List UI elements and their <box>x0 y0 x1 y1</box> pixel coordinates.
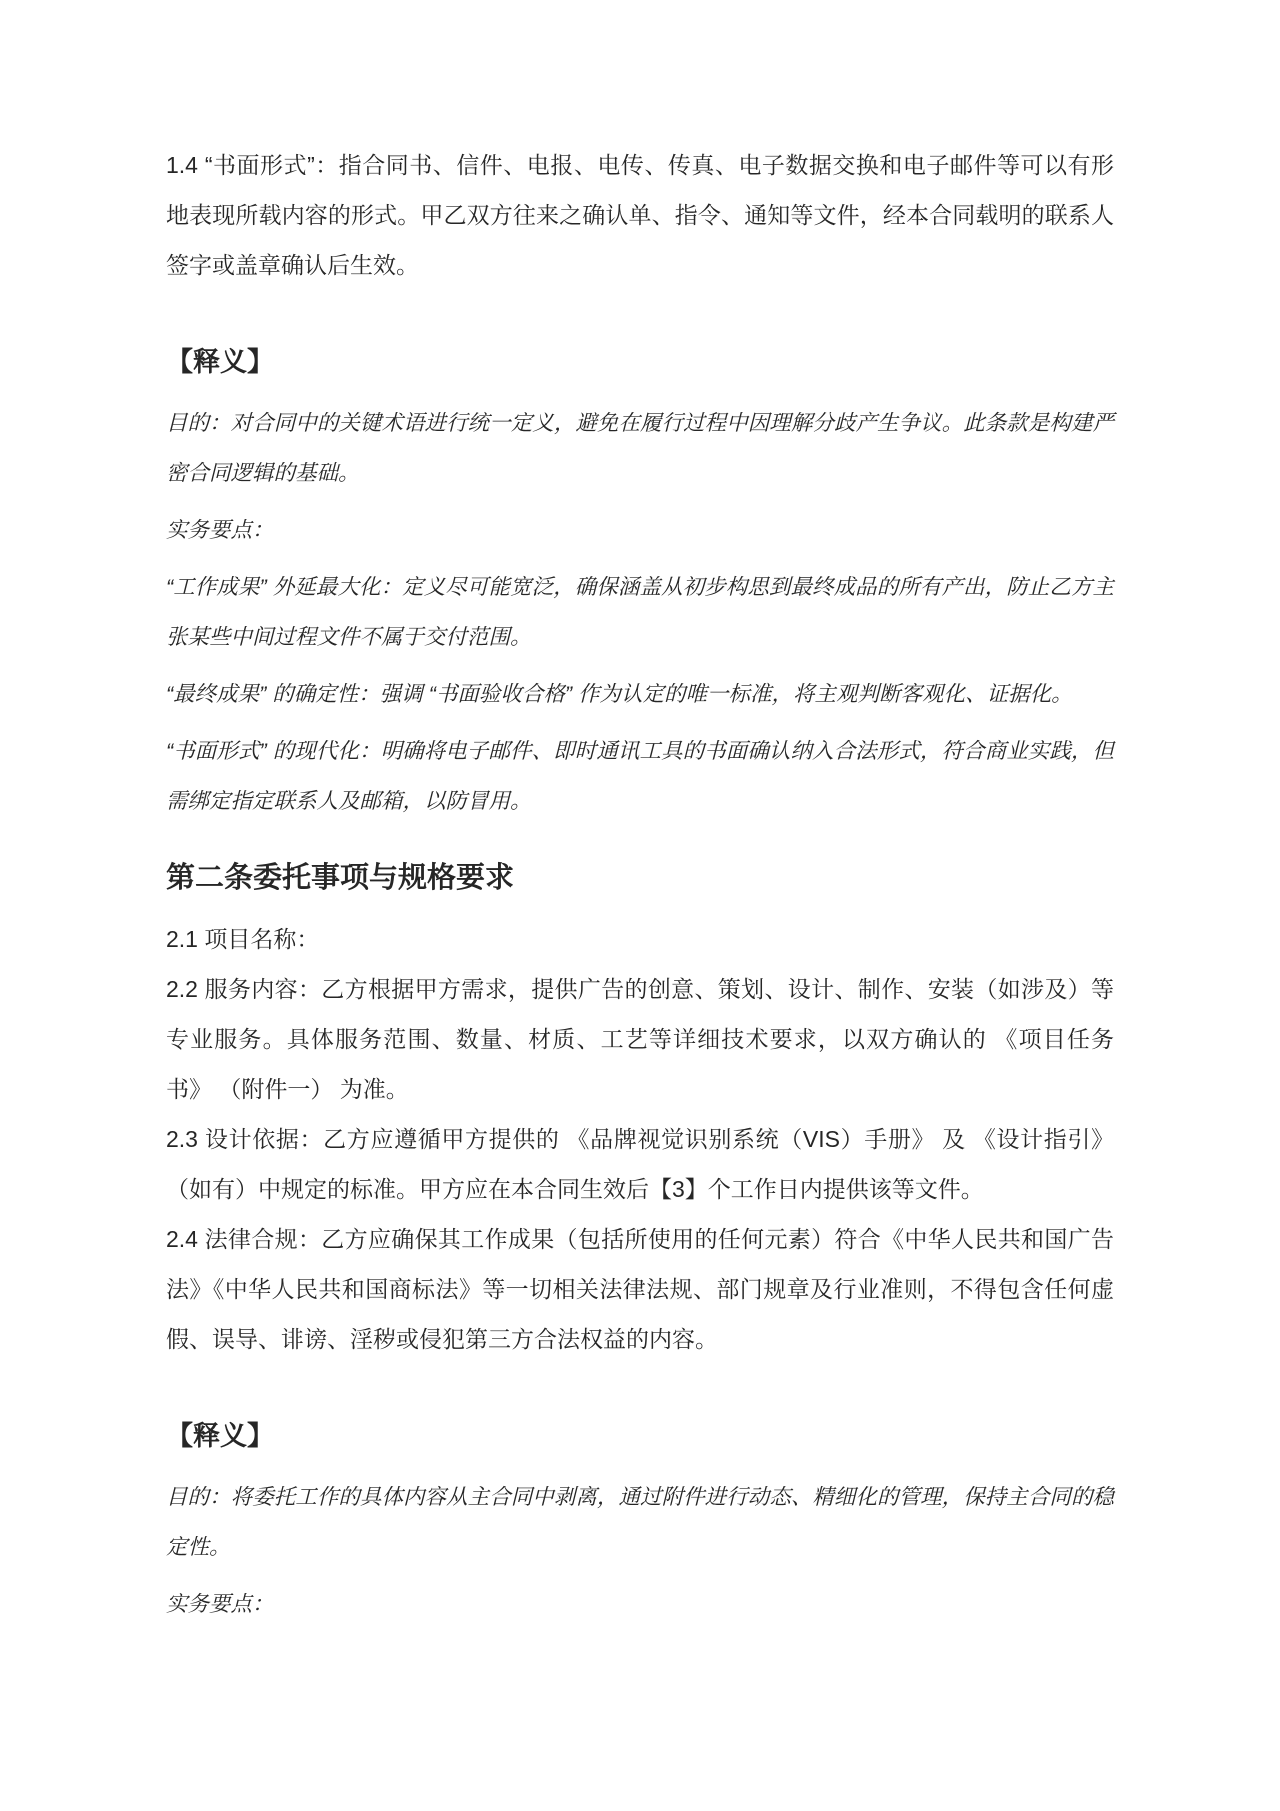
clause-1-4-paragraph: 1.4 “书面形式”：指合同书、信件、电报、电传、传真、电子数据交换和电子邮件等可以有形地表现所载内容的形式。甲乙双方往来之确认单、指令、通知等文件，经本合同载明的联系人签字或盖章确认后生效。 <box>166 152 1114 278</box>
interpretation-heading-1: 【释义】 <box>166 347 274 377</box>
interpretation-heading-2: 【释义】 <box>166 1421 274 1451</box>
clause-2-1-paragraph: 2.1 项目名称： <box>166 926 320 952</box>
article-2-heading: 第二条委托事项与规格要求 <box>166 862 515 894</box>
interpretation-1-purpose: 目的：对合同中的关键术语进行统一定义，避免在履行过程中因理解分歧产生争议。此条款是构建严密合同逻辑的基础。 <box>166 411 1114 485</box>
interpretation-1-point-written-form: “书面形式” 的现代化：明确将电子邮件、即时通讯工具的书面确认纳入合法形式，符合商业实践，但需绑定指定联系人及邮箱，以防冒用。 <box>166 739 1114 813</box>
interpretation-1-point-work-results: “工作成果” 外延最大化：定义尽可能宽泛，确保涵盖从初步构思到最终成品的所有产出，防止乙方主张某些中间过程文件不属于交付范围。 <box>166 575 1114 649</box>
interpretation-2-purpose: 目的：将委托工作的具体内容从主合同中剥离，通过附件进行动态、精细化的管理，保持主合同的稳定性。 <box>166 1485 1114 1559</box>
interpretation-1-point-final-results: “最终成果” 的确定性：强调 “书面验收合格” 作为认定的唯一标准，将主观判断客观化、证据化。 <box>166 682 1073 706</box>
clause-2-4-paragraph: 2.4 法律合规：乙方应确保其工作成果（包括所使用的任何元素）符合《中华人民共和国广告法》《中华人民共和国商标法》等一切相关法律法规、部门规章及行业准则，不得包含任何虚假、误导、诽谤、淫秽或侵犯第三方合法权益的内容。 <box>166 1226 1114 1352</box>
clause-2-3-paragraph: 2.3 设计依据：乙方应遵循甲方提供的 《品牌视觉识别系统（VIS）手册》 及 《设计指引》 （如有）中规定的标准。甲方应在本合同生效后【3】个工作日内提供该等文件。 <box>166 1126 1114 1202</box>
interpretation-1-practice-points-label: 实务要点： <box>166 518 274 542</box>
clause-2-2-paragraph: 2.2 服务内容：乙方根据甲方需求，提供广告的创意、策划、设计、制作、安装（如涉及）等专业服务。具体服务范围、数量、材质、工艺等详细技术要求，以双方确认的 《项目任务书》 （附件一） 为准。 <box>166 976 1114 1102</box>
interpretation-2-practice-points-label: 实务要点： <box>166 1592 274 1616</box>
